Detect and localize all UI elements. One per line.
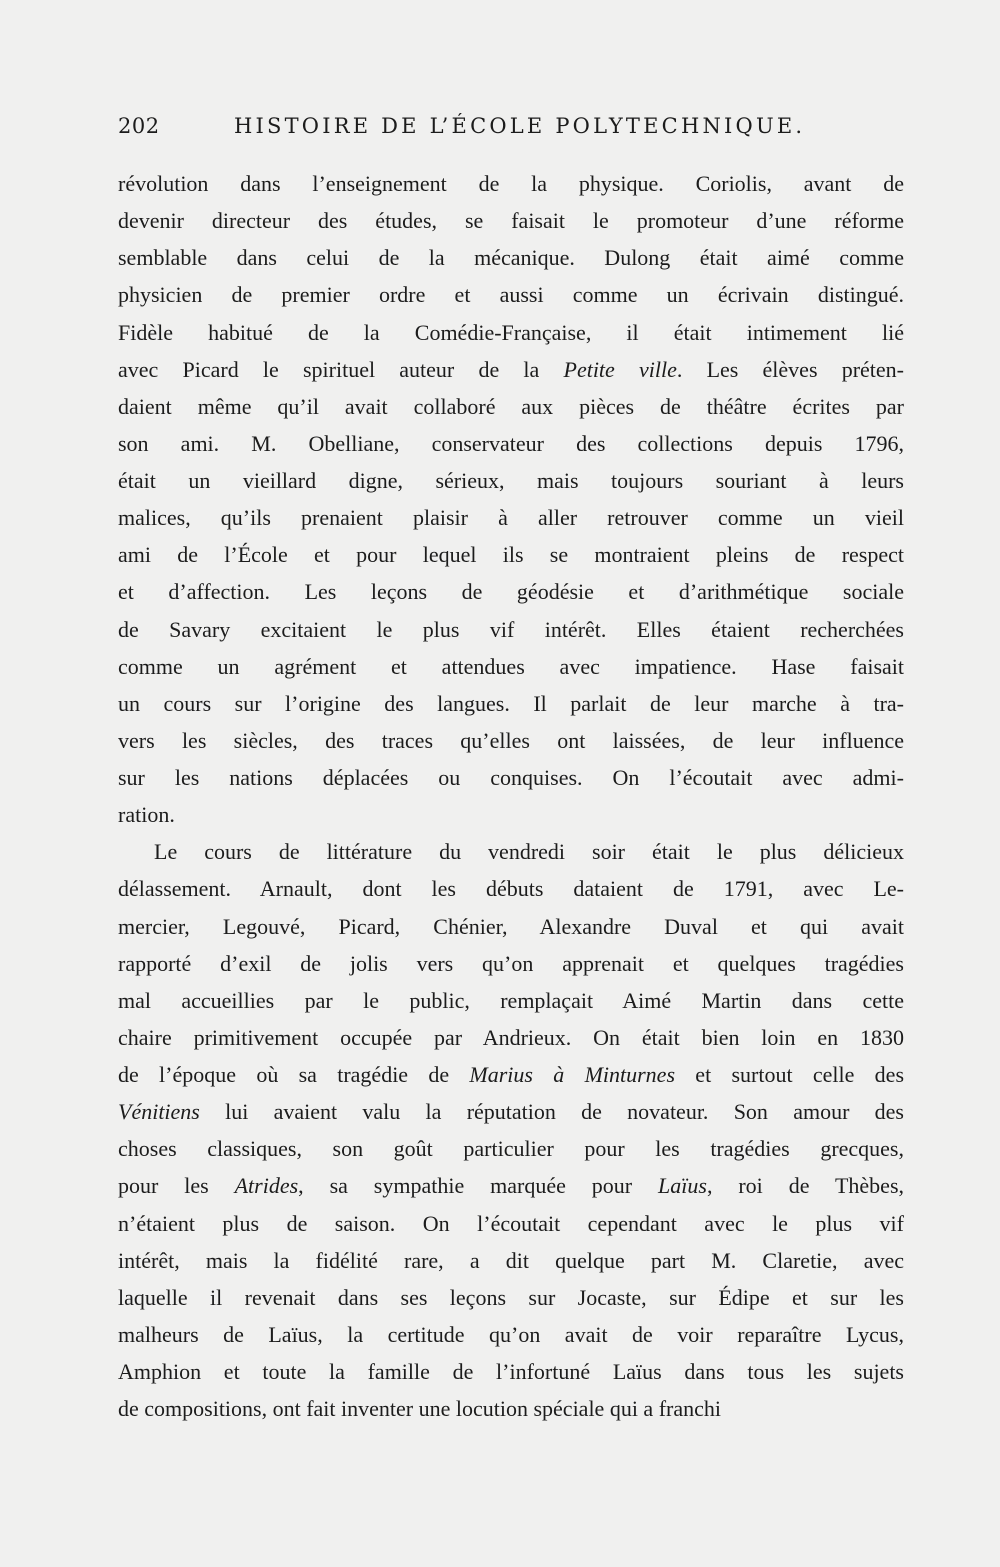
text-line: [118, 1205, 904, 1242]
text-segment: intérêt, mais la fidélité rare, a dit quelque part M. Claretie, avec: [118, 1247, 904, 1273]
text-line: [118, 388, 904, 425]
running-head: [118, 114, 904, 144]
text-segment: n’étaient plus de saison. On l’écoutait cependant avec le plus vif: [118, 1210, 904, 1236]
text-line: [118, 796, 904, 833]
text-segment: Fidèle habitué de la Comédie-Française, il était intimement lié: [118, 319, 904, 345]
text-line: [118, 1019, 904, 1056]
text-line: [118, 870, 904, 907]
text-line: [118, 833, 904, 870]
text-line: [118, 239, 904, 276]
text-segment: ration.: [118, 802, 175, 828]
text-line: [118, 611, 904, 648]
text-segment: était un vieillard digne, sérieux, mais toujours souriant à leurs: [118, 468, 904, 493]
text-segment: . Les élèves préten-: [676, 356, 904, 382]
text-segment: choses classiques, son goût particulier pour les tragédies grecques,: [118, 1136, 904, 1162]
text-line: [118, 351, 904, 388]
text-line: [118, 945, 904, 982]
text-segment: vers les siècles, des traces qu’elles ont laissées, de leur influence: [118, 727, 904, 753]
text-line: [118, 1390, 904, 1427]
text-line: [118, 1093, 904, 1130]
text-segment: un cours sur l’origine des langues. Il parlait de leur marche à tra-: [118, 690, 904, 716]
text-segment: physicien de premier ordre et aussi comme un écrivain distingué.: [118, 282, 904, 308]
text-segment: , roi de Thèbes,: [706, 1173, 904, 1199]
text-line: [118, 1279, 904, 1316]
text-line: [118, 573, 904, 610]
text-segment: révolution dans l’enseignement de la physique. Coriolis, avant de: [118, 171, 904, 196]
text-line: [118, 1316, 904, 1353]
text-segment: avec Picard le spirituel auteur de la: [118, 356, 564, 382]
text-segment: et d’affection. Les leçons de géodésie et d’arithmétique sociale: [118, 579, 904, 605]
text-segment: semblable dans celui de la mécanique. Dulong était aimé comme: [118, 245, 904, 271]
italic-title: Vénitiens: [118, 1099, 200, 1125]
text-line: [118, 908, 904, 945]
italic-title: Petite ville: [563, 356, 677, 382]
text-line: [118, 759, 904, 796]
text-segment: mercier, Legouvé, Picard, Chénier, Alexandre Duval et qui avait: [118, 913, 904, 939]
text-line: [118, 1167, 904, 1204]
text-segment: lui avaient valu la réputation de novateur. Son amour des: [199, 1099, 904, 1125]
text-segment: daient même qu’il avait collaboré aux pièces de théâtre écrites par: [118, 393, 904, 419]
text-segment: chaire primitivement occupée par Andrieux. On était bien loin en 1830: [118, 1024, 904, 1050]
text-line: [118, 982, 904, 1019]
text-line: [118, 722, 904, 759]
text-line: [118, 685, 904, 722]
text-segment: délassement. Arnault, dont les débuts dataient de 1791, avec Le-: [118, 876, 904, 902]
text-segment: de compositions, ont fait inventer une locution spéciale qui a franchi: [118, 1396, 721, 1422]
italic-title: Marius à Minturnes: [469, 1062, 676, 1087]
text-line: [118, 202, 904, 239]
text-segment: mal accueillies par le public, remplaçait Aimé Martin dans cette: [118, 987, 904, 1013]
text-segment: Amphion et toute la famille de l’infortuné Laïus dans tous les sujets: [118, 1359, 904, 1384]
text-line: [118, 1353, 904, 1390]
text-line: [118, 165, 904, 202]
text-segment: malheurs de Laïus, la certitude qu’on avait de voir reparaître Lycus,: [118, 1321, 904, 1347]
text-segment: devenir directeur des études, se faisait le promoteur d’une réforme: [118, 208, 904, 234]
text-segment: rapporté d’exil de jolis vers qu’on apprenait et quelques tragédies: [118, 950, 904, 976]
text-line: [118, 425, 904, 462]
page-number: 202: [118, 114, 160, 138]
text-segment: laquelle il revenait dans ses leçons sur Jocaste, sur Édipe et sur les: [118, 1284, 904, 1310]
text-segment: malices, qu’ils prenaient plaisir à aller retrouver comme un vieil: [118, 505, 904, 531]
text-segment: et surtout celle des: [675, 1062, 904, 1087]
text-line: [118, 1130, 904, 1167]
text-segment: de l’époque où sa tragédie de: [118, 1062, 470, 1087]
text-line: [118, 499, 904, 536]
running-title: HISTOIRE DE L’ÉCOLE POLYTECHNIQUE.: [234, 114, 806, 138]
text-segment: sur les nations déplacées ou conquises. On l’écoutait avec admi-: [118, 765, 904, 790]
text-segment: , sa sympathie marquée pour: [298, 1173, 659, 1199]
text-segment: comme un agrément et attendues avec impatience. Hase faisait: [118, 653, 904, 679]
italic-title: Atrides: [234, 1173, 299, 1199]
body-text: [118, 165, 904, 1427]
text-line: [118, 314, 904, 351]
text-line: [118, 276, 904, 313]
text-line: [118, 648, 904, 685]
italic-title: Laïus: [658, 1173, 707, 1199]
text-segment: de Savary excitaient le plus vif intérêt. Elles étaient recherchées: [118, 616, 904, 642]
text-segment: Le cours de littérature du vendredi soir était le plus délicieux: [154, 839, 904, 865]
text-line: [118, 1056, 904, 1093]
text-segment: pour les: [118, 1173, 235, 1199]
text-line: [118, 1242, 904, 1279]
text-line: [118, 462, 904, 499]
text-segment: ami de l’École et pour lequel ils se montraient pleins de respect: [118, 542, 904, 568]
text-segment: son ami. M. Obelliane, conservateur des collections depuis 1796,: [118, 430, 904, 456]
text-line: [118, 536, 904, 573]
